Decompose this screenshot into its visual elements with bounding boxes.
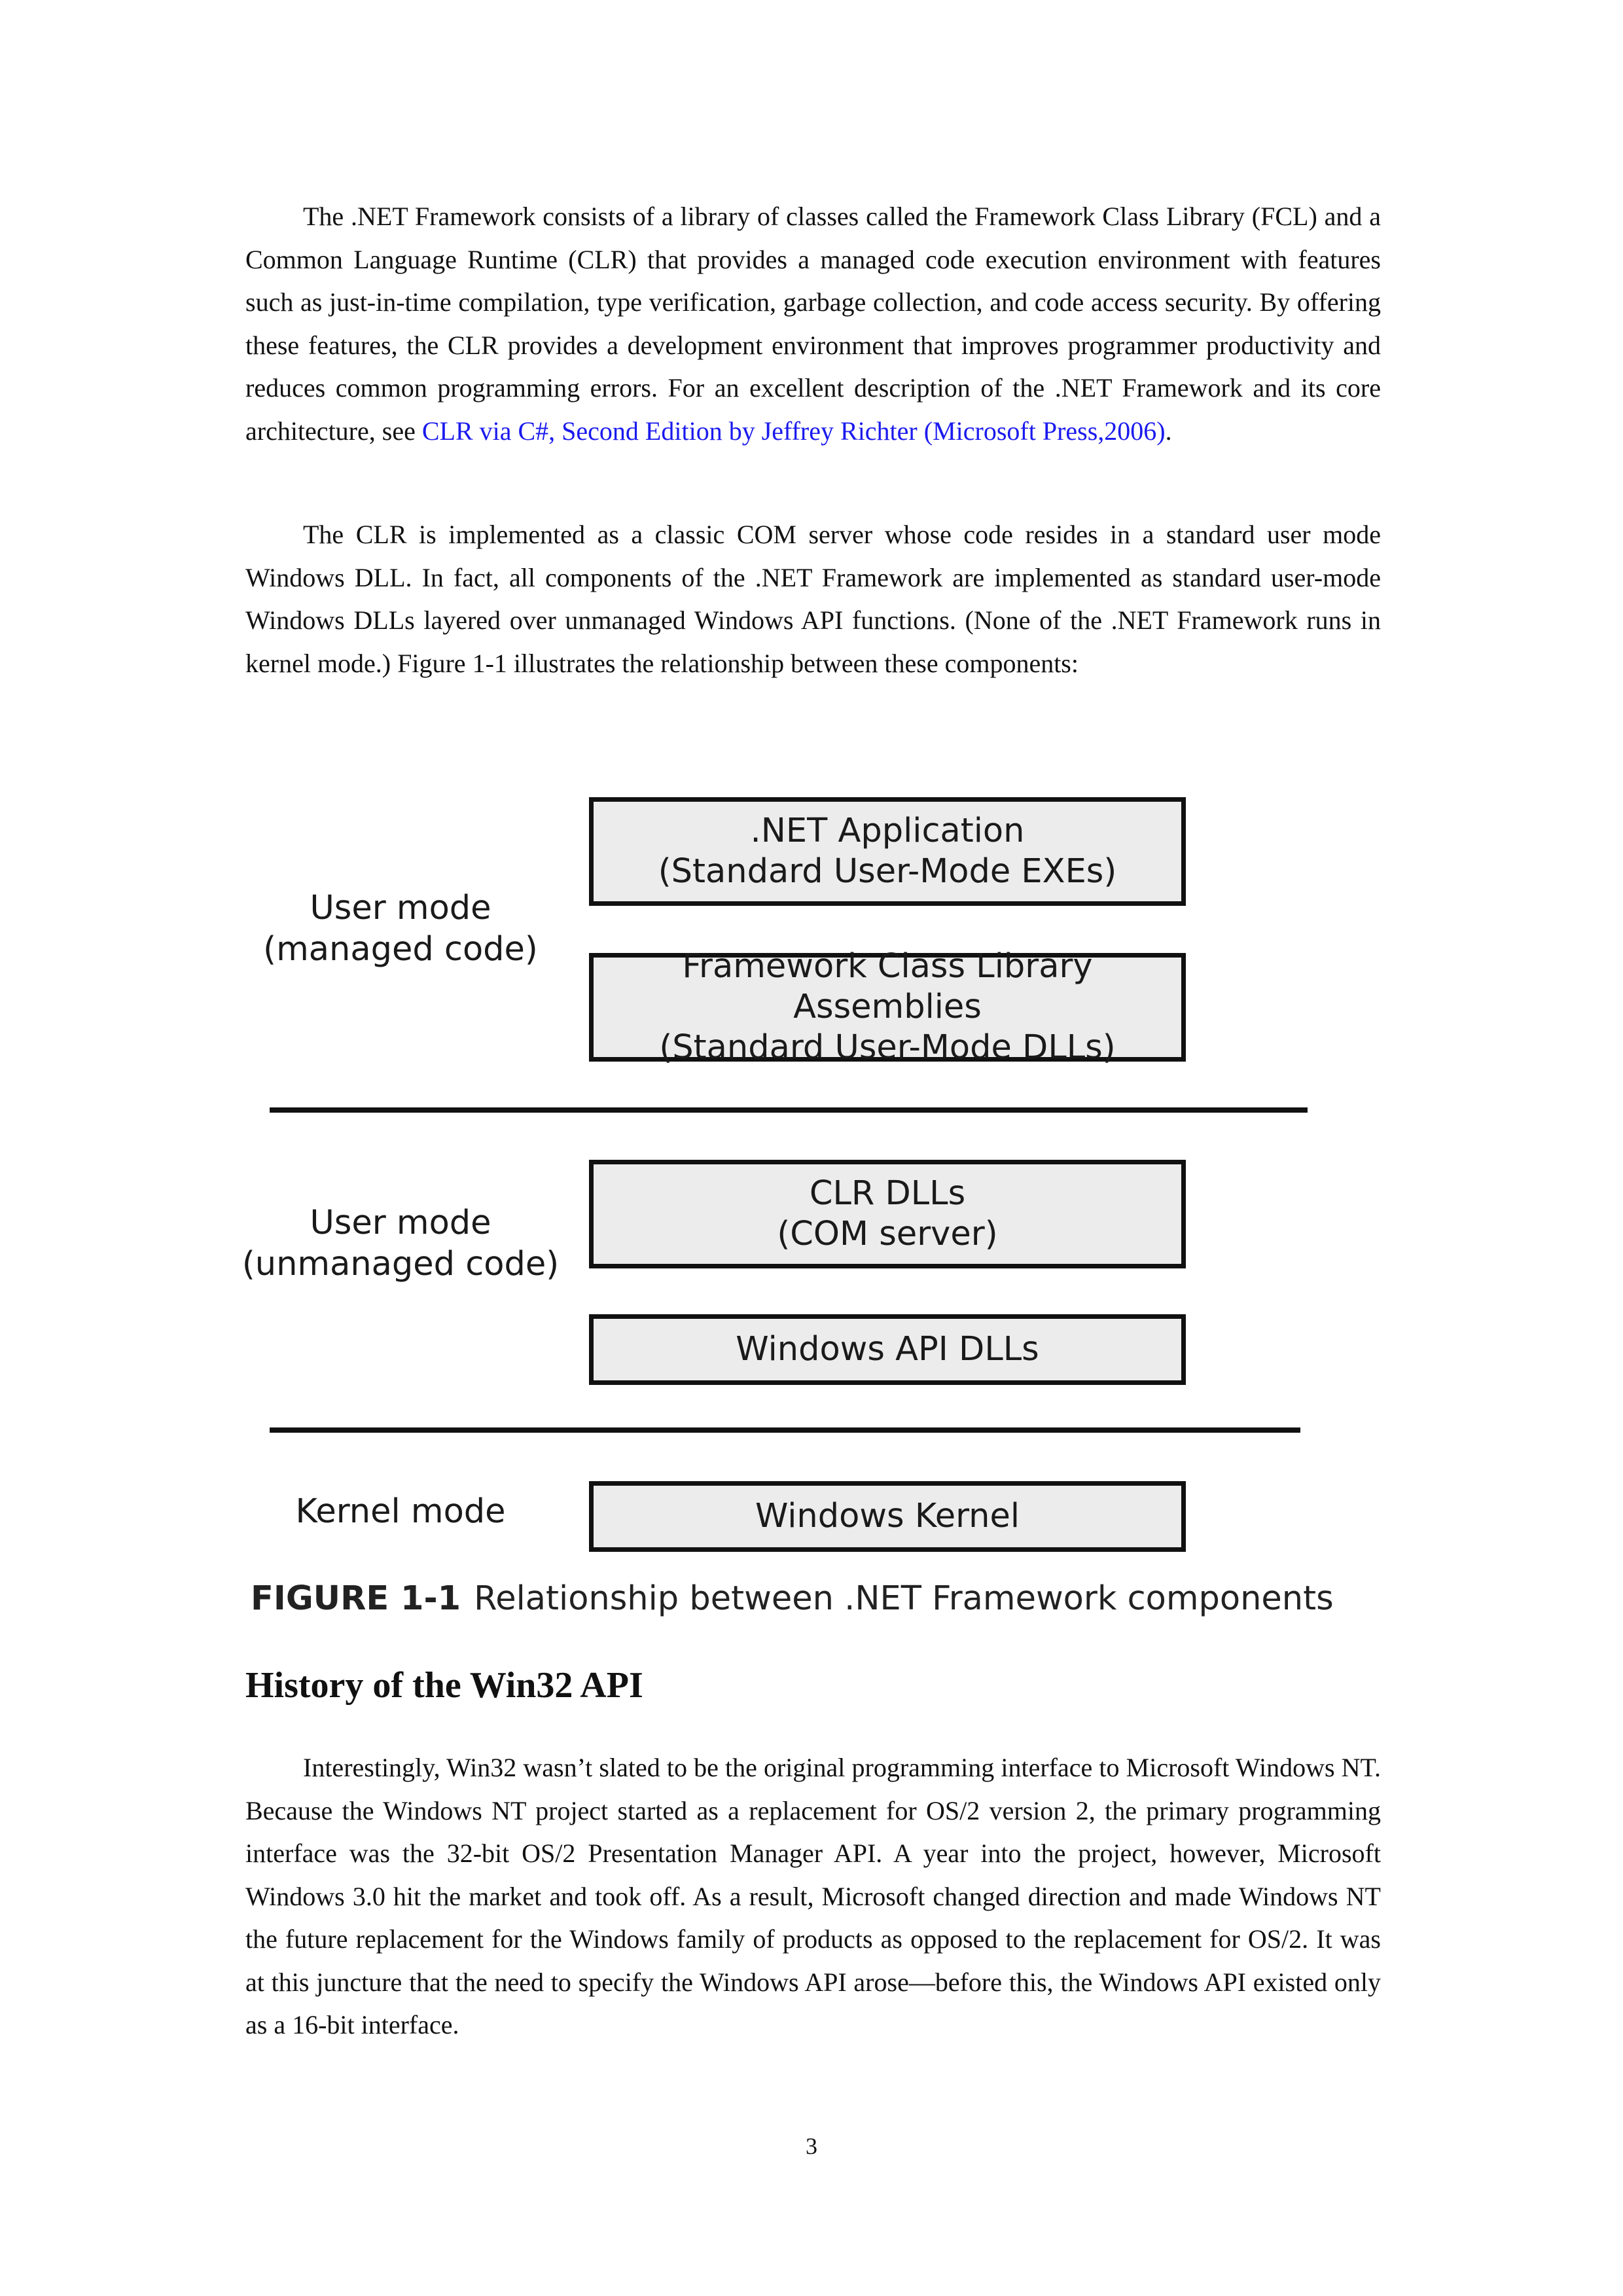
clr-paragraph: The CLR is implemented as a classic COM server whose code resides in a standard user mode Windows DLL. In fact, all components of the .NET Framework are implemented as standard user-mode Windows DLLs layered over unmanaged Windows API functions. (None of the .NET Framework runs in kernel mode.) Figure 1-1 illustrates the relationship between these components: <box>245 520 1381 678</box>
fcl-assemblies-box: Framework Class Library Assemblies (Standard User-Mode DLLs) <box>589 953 1186 1062</box>
book-reference-link[interactable]: CLR via C#, Second Edition by Jeffrey Richter (Microsoft Press,2006) <box>421 416 1166 446</box>
win32-history-paragraph: Interestingly, Win32 wasn’t slated to be the original programming interface to Microsoft Windows NT. Because the Windows NT project started as a replacement for OS/2 version 2, the primary programming interface was the 32-bit OS/2 Presentation Manager API. A year into the project, however, Microsoft Windows 3.0 hit the market and took off. As a result, Microsoft changed direction and made Windows NT the future replacement for the Windows family of products as opposed to the replacement for OS/2. It was at this juncture that the need to specify the Windows API arose—before this, the Windows API existed only as a 16-bit interface. <box>245 1753 1381 2039</box>
figure-caption-text: Relationship between .NET Framework components <box>474 1579 1334 1618</box>
kernel-mode-label: Kernel mode <box>295 1492 506 1531</box>
windows-kernel-box: Windows Kernel <box>589 1481 1186 1552</box>
page-number: 3 <box>806 2133 817 2159</box>
user-kernel-divider <box>270 1427 1300 1433</box>
section-heading: History of the Win32 API <box>245 1665 643 1706</box>
figure-caption <box>251 1576 1334 1622</box>
user-mode-unmanaged-label: User mode (unmanaged code) <box>241 1204 560 1283</box>
user-mode-managed-label: User mode (managed code) <box>263 889 538 969</box>
intro-paragraph: The .NET Framework consists of a library of classes called the Framework Class Library (FCL) and a Common Language Runtime (CLR) that provides a managed code execution environment with features such as just-in-time compilation, type verification, garbage collection, and code access security. By offering these features, the CLR provides a development environment that improves programmer productivity and reduces common programming errors. For an excellent description of the .NET Framework and its core architecture, see CLR via C#, Second Edition by Jeffrey Richter (Microsoft Press,2006). <box>245 202 1381 446</box>
clr-dlls-box: CLR DLLs (COM server) <box>589 1160 1186 1268</box>
net-application-box: .NET Application (Standard User-Mode EXEs) <box>589 797 1186 906</box>
figure-label: FIGURE 1-1 <box>251 1579 461 1618</box>
managed-unmanaged-divider <box>270 1107 1308 1113</box>
windows-api-dlls-box: Windows API DLLs <box>589 1314 1186 1385</box>
